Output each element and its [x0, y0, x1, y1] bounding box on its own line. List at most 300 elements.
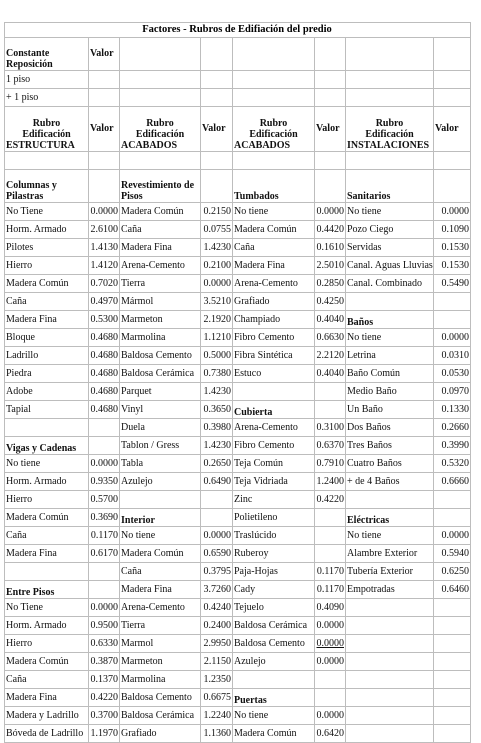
- valor-header-2: Valor: [201, 107, 233, 152]
- value-cell: 1.2240: [201, 707, 233, 725]
- value-cell: 0.1090: [434, 221, 471, 239]
- value-cell: 0.4220: [89, 689, 120, 707]
- item-cell: Pilotes: [5, 239, 89, 257]
- subsection-heading: Baños: [346, 311, 434, 329]
- value-cell: 0.6370: [315, 437, 346, 455]
- item-cell: Arena-Cemento: [233, 275, 315, 293]
- item-cell: Baldosa Cemento: [120, 347, 201, 365]
- table-row: [5, 725, 471, 743]
- value-cell: 0.3700: [89, 707, 120, 725]
- table-row: [5, 509, 471, 527]
- value-cell: [434, 707, 471, 725]
- item-cell: Alambre Exterior: [346, 545, 434, 563]
- item-cell: Teja Vidriada: [233, 473, 315, 491]
- value-cell: 0.5490: [434, 275, 471, 293]
- item-cell: Traslúcido: [233, 527, 315, 545]
- value-cell: 2.5010: [315, 257, 346, 275]
- value-cell: 0.9500: [89, 617, 120, 635]
- value-cell: 0.2100: [201, 257, 233, 275]
- rubro-label: Rubro: [375, 118, 404, 129]
- value-cell: 0.1170: [315, 581, 346, 599]
- value-cell: [434, 671, 471, 689]
- item-cell: Marmeton: [120, 653, 201, 671]
- table-row: [5, 581, 471, 599]
- value-cell: 0.4970: [89, 293, 120, 311]
- item-cell: No tiene: [5, 455, 89, 473]
- item-cell: Fibro Cemento: [233, 437, 315, 455]
- table-row: [5, 599, 471, 617]
- item-cell: [5, 563, 89, 581]
- group-header-4: [346, 107, 434, 152]
- value-cell: 3.5210: [201, 293, 233, 311]
- value-cell: 0.6660: [434, 473, 471, 491]
- item-cell: [233, 671, 315, 689]
- value-cell: 0.5320: [434, 455, 471, 473]
- value-cell: 0.4680: [89, 347, 120, 365]
- item-cell: Tierra: [120, 617, 201, 635]
- item-cell: Baldosa Cerámica: [120, 707, 201, 725]
- value-cell: 0.0000: [315, 635, 346, 653]
- item-cell: Madera Común: [120, 545, 201, 563]
- item-cell: Horm. Armado: [5, 221, 89, 239]
- value-cell: 1.1360: [201, 725, 233, 743]
- value-cell: 0.4680: [89, 401, 120, 419]
- item-cell: Cuatro Baños: [346, 455, 434, 473]
- item-cell: No tiene: [233, 707, 315, 725]
- item-cell: [346, 707, 434, 725]
- table-row: [5, 293, 471, 311]
- item-cell: Madera y Ladrillo: [5, 707, 89, 725]
- item-cell: Cady: [233, 581, 315, 599]
- item-cell: Pozo Ciego: [346, 221, 434, 239]
- item-cell: Madera Común: [233, 725, 315, 743]
- value-cell: 0.6420: [315, 725, 346, 743]
- value-cell: [315, 545, 346, 563]
- value-cell: 1.4230: [201, 239, 233, 257]
- item-cell: Tubería Exterior: [346, 563, 434, 581]
- table-row: [5, 203, 471, 221]
- item-cell: [346, 725, 434, 743]
- value-cell: 0.7910: [315, 455, 346, 473]
- value-cell: 0.0000: [201, 275, 233, 293]
- rubro-label: Rubro: [32, 118, 61, 129]
- value-cell: 0.5000: [201, 347, 233, 365]
- value-cell: 0.7020: [89, 275, 120, 293]
- value-cell: 0.3980: [201, 419, 233, 437]
- value-cell: 0.6250: [434, 563, 471, 581]
- value-cell: [89, 170, 120, 203]
- constante-opt-1: 1 piso: [5, 71, 89, 89]
- item-cell: Piedra: [5, 365, 89, 383]
- item-cell: Medio Baño: [346, 383, 434, 401]
- item-cell: No Tiene: [5, 203, 89, 221]
- category-label: INSTALACIONES: [347, 140, 430, 151]
- item-cell: [346, 653, 434, 671]
- value-cell: 0.1530: [434, 239, 471, 257]
- table-row: [5, 707, 471, 725]
- value-cell: 0.3690: [89, 509, 120, 527]
- value-cell: [434, 617, 471, 635]
- value-cell: 0.2400: [201, 617, 233, 635]
- item-cell: Parquet: [120, 383, 201, 401]
- table-row: [5, 671, 471, 689]
- item-cell: [346, 599, 434, 617]
- value-cell: [315, 401, 346, 419]
- section-header-row: [5, 107, 471, 152]
- item-cell: [346, 671, 434, 689]
- item-cell: Caña: [233, 239, 315, 257]
- item-cell: Ruberoy: [233, 545, 315, 563]
- table-row: [5, 383, 471, 401]
- item-cell: Tejuelo: [233, 599, 315, 617]
- table-row: [5, 563, 471, 581]
- value-cell: 0.0755: [201, 221, 233, 239]
- item-cell: Arena-Cemento: [120, 599, 201, 617]
- category-label: ACABADOS: [234, 140, 291, 151]
- value-cell: 0.0310: [434, 347, 471, 365]
- item-cell: No tiene: [346, 203, 434, 221]
- value-cell: 1.4130: [89, 239, 120, 257]
- value-cell: 0.1330: [434, 401, 471, 419]
- item-cell: Baldosa Cemento: [120, 689, 201, 707]
- edificacion-label: Edificación: [249, 129, 298, 140]
- item-cell: Letrina: [346, 347, 434, 365]
- value-cell: [434, 635, 471, 653]
- item-cell: No tiene: [346, 527, 434, 545]
- item-cell: Bóveda de Ladrillo: [5, 725, 89, 743]
- item-cell: Baldosa Cerámica: [120, 365, 201, 383]
- value-cell: 0.4090: [315, 599, 346, 617]
- value-cell: 0.3650: [201, 401, 233, 419]
- subsection-heading: Revestimiento de Pisos: [120, 170, 201, 203]
- value-cell: 0.1610: [315, 239, 346, 257]
- spacer-row: [5, 152, 471, 170]
- value-cell: [89, 563, 120, 581]
- table-row: [5, 329, 471, 347]
- item-cell: Tres Baños: [346, 437, 434, 455]
- value-cell: 0.2150: [201, 203, 233, 221]
- factors-table: [4, 22, 471, 743]
- constante-opt-2: + 1 piso: [5, 89, 89, 107]
- value-cell: 2.2120: [315, 347, 346, 365]
- value-cell: 0.4680: [89, 329, 120, 347]
- value-cell: 2.1920: [201, 311, 233, 329]
- value-cell: 0.5300: [89, 311, 120, 329]
- value-cell: 0.0000: [89, 203, 120, 221]
- table-row: [5, 275, 471, 293]
- value-cell: [315, 527, 346, 545]
- item-cell: Madera Fina: [5, 545, 89, 563]
- subsection-heading: Sanitarios: [346, 170, 434, 203]
- value-cell: 0.6460: [434, 581, 471, 599]
- valor-header-1: Valor: [89, 107, 120, 152]
- table-row: [5, 311, 471, 329]
- value-cell: [434, 509, 471, 527]
- item-cell: + de 4 Baños: [346, 473, 434, 491]
- value-cell: 0.6330: [89, 635, 120, 653]
- item-cell: Madera Fina: [120, 239, 201, 257]
- item-cell: Arena-Cemento: [120, 257, 201, 275]
- value-cell: 0.4040: [315, 365, 346, 383]
- value-cell: [434, 725, 471, 743]
- item-cell: Estuco: [233, 365, 315, 383]
- table-row: [5, 401, 471, 419]
- table-row: [5, 653, 471, 671]
- item-cell: Paja-Hojas: [233, 563, 315, 581]
- value-cell: 3.7260: [201, 581, 233, 599]
- value-cell: [89, 419, 120, 437]
- item-cell: Ladrillo: [5, 347, 89, 365]
- subsection-heading: Tumbados: [233, 170, 315, 203]
- value-cell: 0.1170: [315, 563, 346, 581]
- value-cell: 0.0000: [434, 203, 471, 221]
- value-cell: 0.5940: [434, 545, 471, 563]
- item-cell: No tiene: [346, 329, 434, 347]
- valor-header-4: Valor: [434, 107, 471, 152]
- value-cell: 0.0000: [201, 527, 233, 545]
- table-row: [5, 455, 471, 473]
- subsection-heading: Vigas y Cadenas: [5, 437, 89, 455]
- table-row: [5, 617, 471, 635]
- item-cell: Fibra Sintética: [233, 347, 315, 365]
- table-row: [5, 689, 471, 707]
- title-spacer-row: [5, 23, 471, 38]
- item-cell: Grafiado: [120, 725, 201, 743]
- item-cell: Caña: [5, 671, 89, 689]
- value-cell: 0.4680: [89, 383, 120, 401]
- value-cell: 1.2400: [315, 473, 346, 491]
- value-cell: 2.6100: [89, 221, 120, 239]
- table-row: [5, 527, 471, 545]
- value-cell: 0.4250: [315, 293, 346, 311]
- value-cell: 0.4240: [201, 599, 233, 617]
- item-cell: Caña: [5, 527, 89, 545]
- group-header-2: [120, 107, 201, 152]
- item-cell: Madera Común: [120, 203, 201, 221]
- value-cell: 0.0000: [89, 599, 120, 617]
- item-cell: Un Baño: [346, 401, 434, 419]
- value-cell: [201, 491, 233, 509]
- item-cell: [346, 617, 434, 635]
- item-cell: [346, 491, 434, 509]
- table-row: [5, 221, 471, 239]
- value-cell: 0.6490: [201, 473, 233, 491]
- value-cell: [434, 689, 471, 707]
- item-cell: Tierra: [120, 275, 201, 293]
- item-cell: Marmolina: [120, 329, 201, 347]
- value-cell: 1.4230: [201, 383, 233, 401]
- item-cell: Marmeton: [120, 311, 201, 329]
- value-cell: 0.6675: [201, 689, 233, 707]
- item-cell: [233, 383, 315, 401]
- value-cell: 1.4230: [201, 437, 233, 455]
- table-row: [5, 239, 471, 257]
- value-cell: 0.3870: [89, 653, 120, 671]
- rubro-label: Rubro: [259, 118, 288, 129]
- value-cell: 0.0000: [315, 203, 346, 221]
- value-cell: 2.9950: [201, 635, 233, 653]
- value-cell: 0.4420: [315, 221, 346, 239]
- item-cell: [120, 491, 201, 509]
- value-cell: [434, 293, 471, 311]
- item-cell: Baldosa Cerámica: [233, 617, 315, 635]
- value-cell: [315, 509, 346, 527]
- value-cell: [315, 170, 346, 203]
- item-cell: [346, 635, 434, 653]
- edificacion-label: Edificación: [135, 129, 185, 140]
- item-cell: Teja Común: [233, 455, 315, 473]
- value-cell: 0.1370: [89, 671, 120, 689]
- item-cell: Hierro: [5, 257, 89, 275]
- category-label: ESTRUCTURA: [6, 140, 75, 151]
- value-cell: 2.1150: [201, 653, 233, 671]
- item-cell: Caña: [120, 221, 201, 239]
- item-cell: Madera Común: [233, 221, 315, 239]
- item-cell: Fibro Cemento: [233, 329, 315, 347]
- value-cell: [201, 509, 233, 527]
- value-cell: 0.6590: [201, 545, 233, 563]
- group-header-3: [233, 107, 315, 152]
- item-cell: Mármol: [120, 293, 201, 311]
- value-cell: [201, 170, 233, 203]
- edificacion-label: Edificación: [22, 129, 71, 140]
- item-cell: [346, 689, 434, 707]
- item-cell: Horm. Armado: [5, 473, 89, 491]
- value-cell: 0.1530: [434, 257, 471, 275]
- item-cell: Madera Fina: [5, 311, 89, 329]
- value-cell: 1.4120: [89, 257, 120, 275]
- value-cell: 0.0000: [315, 707, 346, 725]
- value-cell: 0.6630: [315, 329, 346, 347]
- constante-label: Constante Reposición: [5, 38, 89, 71]
- item-cell: Marmolina: [120, 671, 201, 689]
- item-cell: Zinc: [233, 491, 315, 509]
- rubro-label: Rubro: [146, 118, 174, 129]
- value-cell: [434, 653, 471, 671]
- table-row: [5, 365, 471, 383]
- item-cell: Caña: [5, 293, 89, 311]
- item-cell: Polietileno: [233, 509, 315, 527]
- value-cell: 0.0000: [89, 455, 120, 473]
- item-cell: Tabla: [120, 455, 201, 473]
- item-cell: Canal. Aguas Lluvias: [346, 257, 434, 275]
- value-cell: 0.3990: [434, 437, 471, 455]
- value-cell: [434, 491, 471, 509]
- value-cell: 0.0530: [434, 365, 471, 383]
- item-cell: Vinyl: [120, 401, 201, 419]
- table-row: [5, 347, 471, 365]
- item-cell: Hierro: [5, 635, 89, 653]
- value-cell: 0.6170: [89, 545, 120, 563]
- value-cell: 0.0000: [434, 329, 471, 347]
- item-cell: Tablon / Gress: [120, 437, 201, 455]
- value-cell: 0.3100: [315, 419, 346, 437]
- subsection-heading: Eléctricas: [346, 509, 434, 527]
- item-cell: Champiado: [233, 311, 315, 329]
- group-header-1: [5, 107, 89, 152]
- value-cell: [434, 170, 471, 203]
- item-cell: Servidas: [346, 239, 434, 257]
- value-cell: 0.0000: [315, 653, 346, 671]
- value-cell: 0.2660: [434, 419, 471, 437]
- item-cell: Madera Fina: [5, 689, 89, 707]
- item-cell: Dos Baños: [346, 419, 434, 437]
- item-cell: Azulejo: [120, 473, 201, 491]
- subsection-heading: Interior: [120, 509, 201, 527]
- subsection-heading: Puertas: [233, 689, 315, 707]
- value-cell: 0.4680: [89, 365, 120, 383]
- table-row: [5, 545, 471, 563]
- value-cell: 1.1210: [201, 329, 233, 347]
- edificacion-label: Edificación: [365, 129, 414, 140]
- item-cell: Madera Común: [5, 653, 89, 671]
- value-cell: 0.5700: [89, 491, 120, 509]
- table-row: [5, 257, 471, 275]
- valor-header-3: Valor: [315, 107, 346, 152]
- item-cell: Madera Común: [5, 509, 89, 527]
- item-cell: Arena-Cemento: [233, 419, 315, 437]
- subsection-heading: Columnas y Pilastras: [5, 170, 89, 203]
- item-cell: Madera Común: [5, 275, 89, 293]
- factors-sheet: [4, 22, 470, 743]
- item-cell: Baldosa Cemento: [233, 635, 315, 653]
- item-cell: Grafiado: [233, 293, 315, 311]
- page-title: Factores - Rubros de Edifiación del predio: [142, 24, 332, 35]
- value-cell: [434, 599, 471, 617]
- item-cell: Caña: [120, 563, 201, 581]
- item-cell: No tiene: [233, 203, 315, 221]
- table-row: [5, 170, 471, 203]
- value-cell: 0.4040: [315, 311, 346, 329]
- item-cell: Baño Común: [346, 365, 434, 383]
- value-cell: [434, 311, 471, 329]
- value-cell: 0.1170: [89, 527, 120, 545]
- item-cell: Adobe: [5, 383, 89, 401]
- item-cell: Empotradas: [346, 581, 434, 599]
- value-cell: 0.0000: [434, 527, 471, 545]
- table-row: [5, 491, 471, 509]
- category-label: ACABADOS: [121, 140, 178, 151]
- constante-valor-label: Valor: [89, 38, 120, 71]
- item-cell: Hierro: [5, 491, 89, 509]
- item-cell: Duela: [120, 419, 201, 437]
- table-row: [5, 473, 471, 491]
- value-cell: [315, 383, 346, 401]
- item-cell: Madera Fina: [120, 581, 201, 599]
- item-cell: Canal. Combinado: [346, 275, 434, 293]
- item-cell: Bloque: [5, 329, 89, 347]
- value-cell: [89, 437, 120, 455]
- item-cell: [5, 419, 89, 437]
- item-cell: Horm. Armado: [5, 617, 89, 635]
- value-cell: 0.7380: [201, 365, 233, 383]
- value-cell: 0.4220: [315, 491, 346, 509]
- item-cell: Azulejo: [233, 653, 315, 671]
- table-row: [5, 635, 471, 653]
- item-cell: [346, 293, 434, 311]
- item-cell: No Tiene: [5, 599, 89, 617]
- value-cell: 0.0970: [434, 383, 471, 401]
- value-cell: 0.2850: [315, 275, 346, 293]
- item-cell: Madera Fina: [233, 257, 315, 275]
- item-cell: No tiene: [120, 527, 201, 545]
- value-cell: 0.2650: [201, 455, 233, 473]
- value-cell: 1.2350: [201, 671, 233, 689]
- value-cell: 0.3795: [201, 563, 233, 581]
- value-cell: 1.1970: [89, 725, 120, 743]
- item-cell: Tapial: [5, 401, 89, 419]
- table-row: [5, 419, 471, 437]
